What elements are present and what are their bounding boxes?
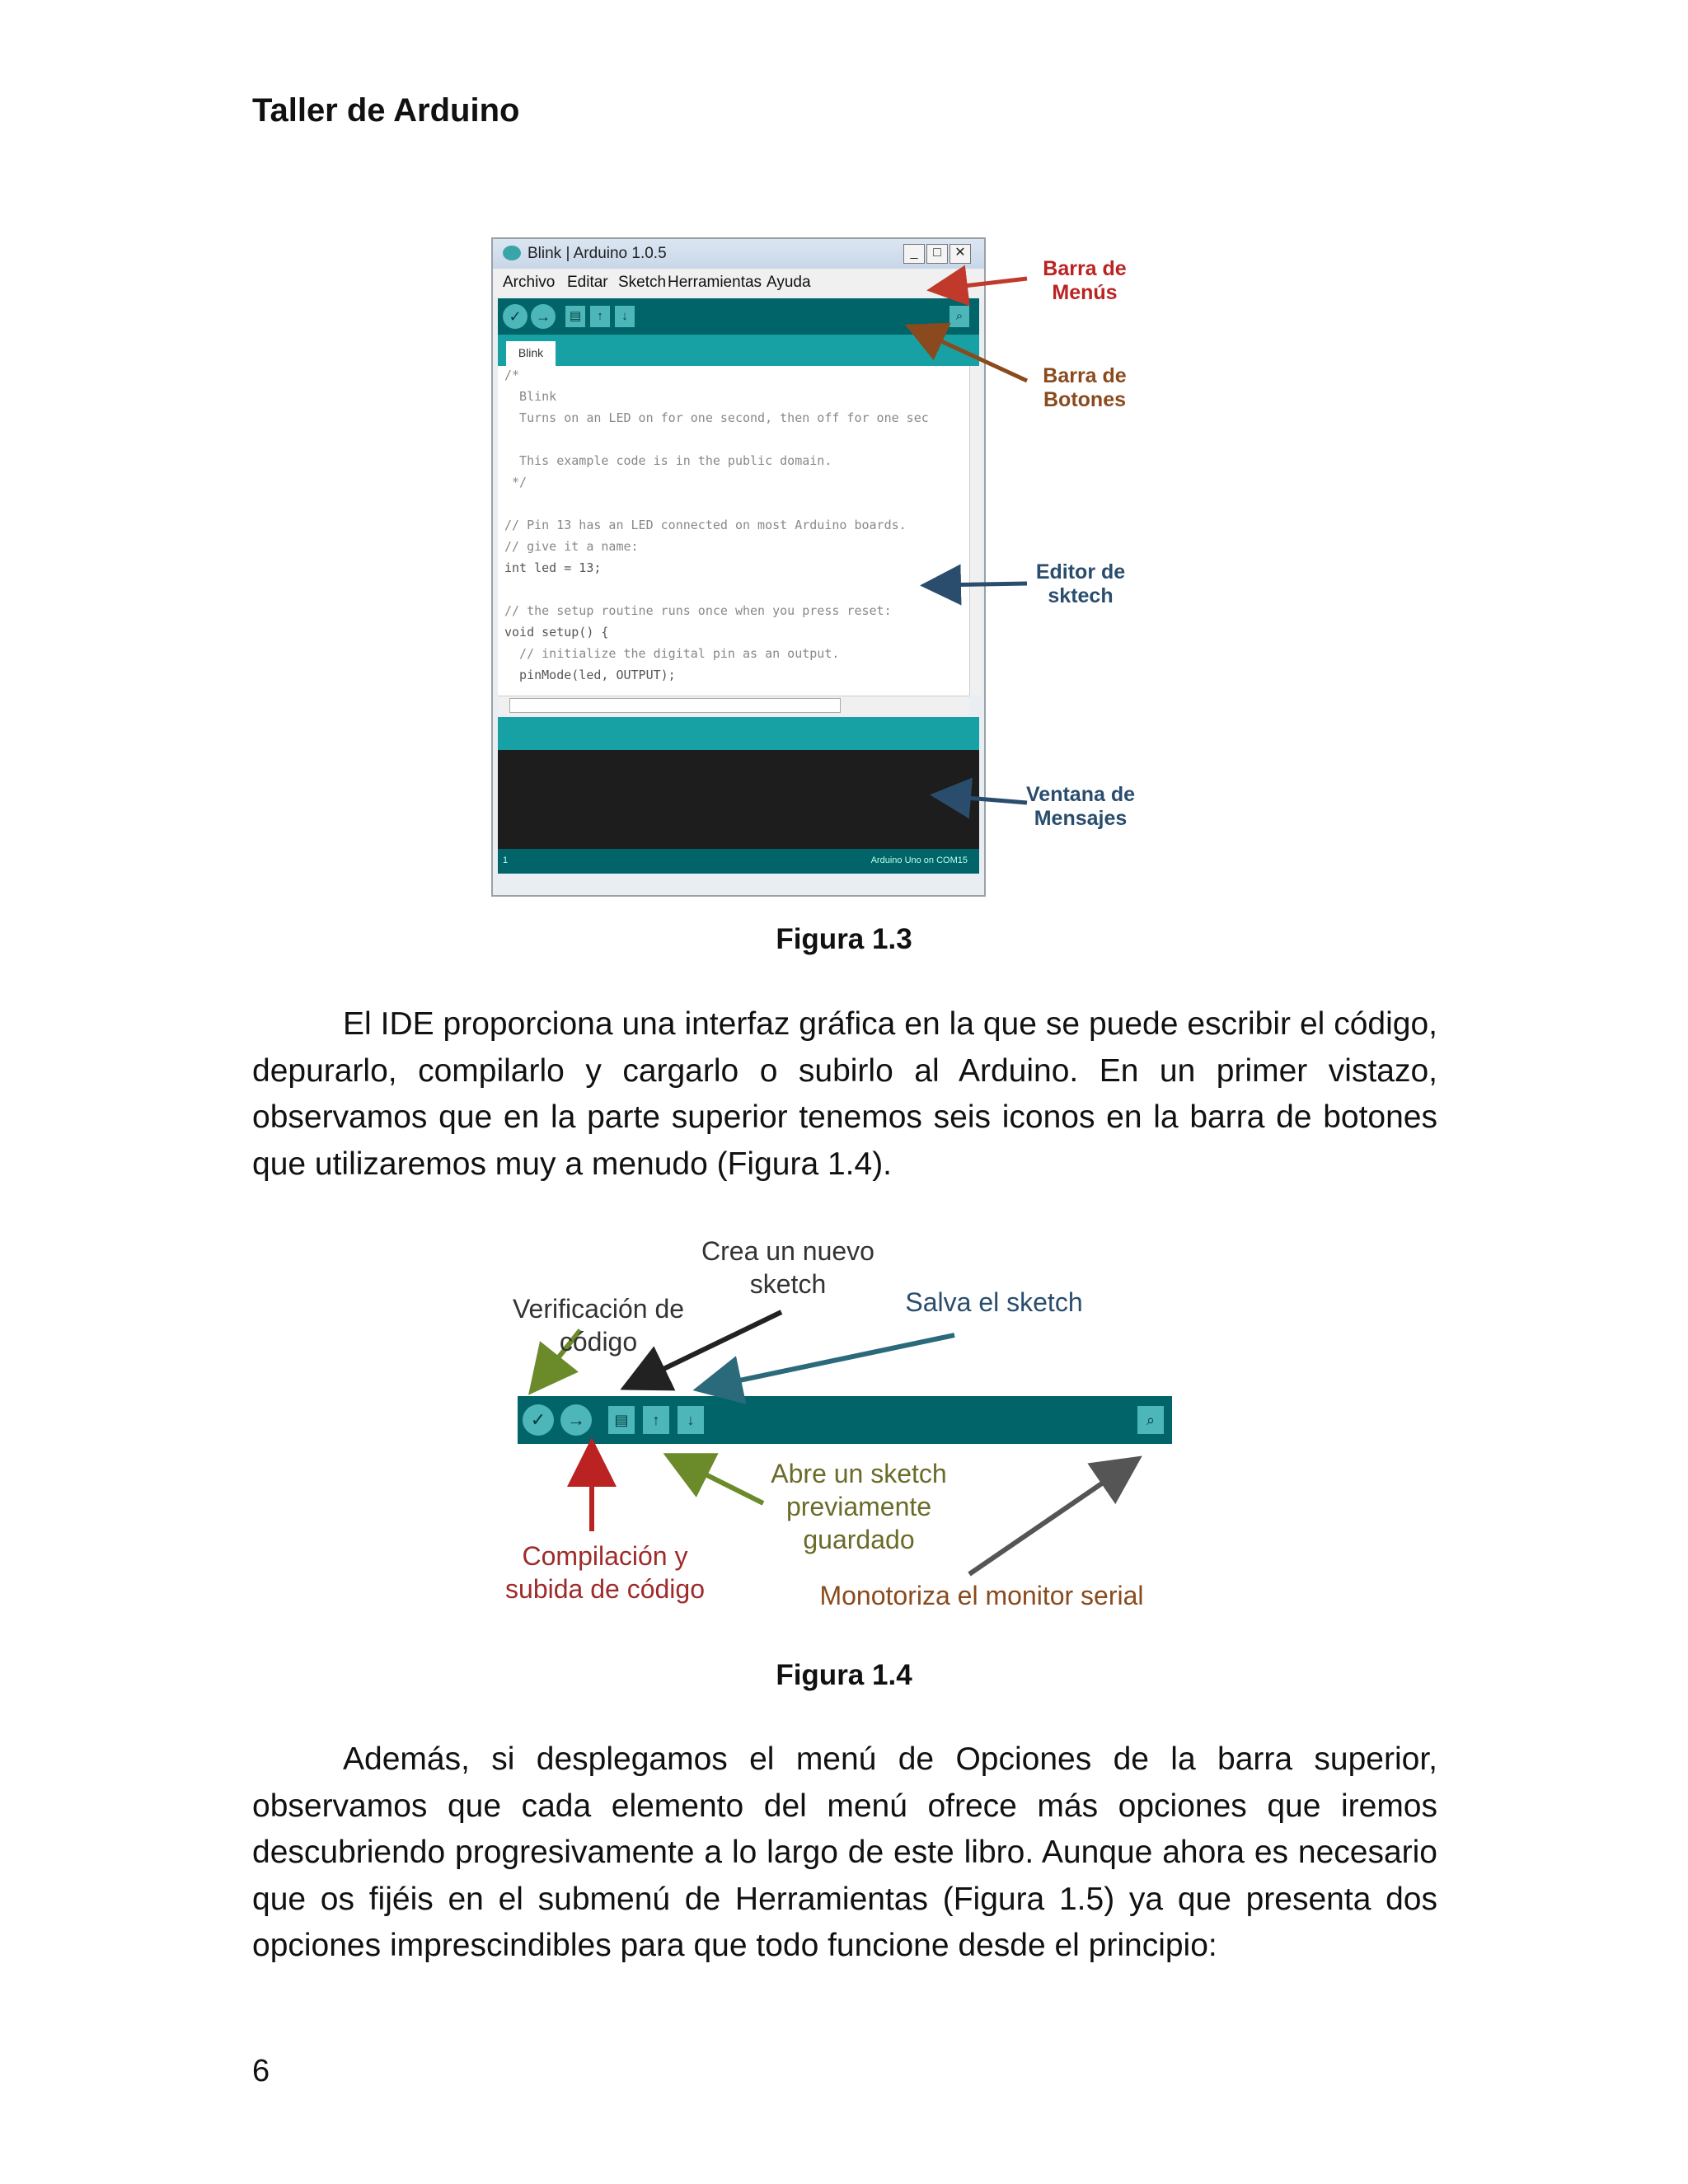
code-line: // Pin 13 has an LED connected on most Arduino boards. bbox=[504, 518, 907, 532]
figure-1-4-caption: Figura 1.4 bbox=[776, 1659, 912, 1691]
paragraph-line: opciones imprescindibles para que todo funcione desde el principio: bbox=[252, 1928, 1217, 1963]
paragraph-line: Además, si desplegamos el menú de Opciones de la barra superior, bbox=[343, 1741, 1437, 1777]
paragraph-1 bbox=[252, 1001, 1437, 1188]
serial-monitor-icon[interactable]: ⌕ bbox=[1137, 1406, 1164, 1434]
arrow-button-bar bbox=[920, 331, 1027, 381]
code-line: pinMode(led, OUTPUT); bbox=[504, 668, 676, 682]
label-verify: Verificación de código bbox=[512, 1294, 685, 1357]
code-line: /* bbox=[504, 368, 520, 382]
label-messages: Ventana de Mensajes bbox=[1026, 783, 1135, 830]
page-number: 6 bbox=[252, 2054, 270, 2088]
label-button-bar: Barra de Botones bbox=[1043, 364, 1127, 411]
paragraph-line: observamos que en la parte superior tenemos seis iconos en la barra de botones bbox=[252, 1099, 1437, 1135]
arrow-editor bbox=[936, 583, 1027, 585]
menu-ayuda[interactable]: Ayuda bbox=[767, 274, 811, 291]
label-upload: Compilación y subida de código bbox=[505, 1541, 705, 1604]
maximize-icon[interactable]: □ bbox=[926, 244, 948, 264]
code-line: int led = 13; bbox=[504, 560, 602, 575]
open-sketch-icon[interactable]: ↑ bbox=[590, 306, 610, 327]
label-editor: Editor de sktech bbox=[1035, 560, 1126, 607]
upload-icon[interactable]: → bbox=[531, 304, 556, 329]
menu-editar[interactable]: Editar bbox=[567, 274, 608, 291]
save-sketch-icon[interactable]: ↓ bbox=[615, 306, 635, 327]
code-line: This example code is in the public domain. bbox=[504, 453, 832, 468]
code-line: Turns on an LED on for one second, then off for one sec bbox=[504, 410, 929, 425]
open-sketch-icon[interactable]: ↑ bbox=[643, 1406, 669, 1434]
upload-icon[interactable]: → bbox=[560, 1404, 592, 1436]
label-monitor: Monotoriza el monitor serial bbox=[819, 1581, 1144, 1610]
new-sketch-icon[interactable]: ▤ bbox=[565, 306, 585, 327]
code-line: Blink bbox=[504, 389, 557, 404]
arrow-menu-bar bbox=[943, 279, 1027, 288]
tab-blink[interactable]: Blink bbox=[506, 341, 556, 366]
code-line: void setup() { bbox=[504, 625, 609, 640]
label-save: Salva el sketch bbox=[905, 1287, 1083, 1317]
annotation-arrows bbox=[491, 232, 1315, 892]
menu-herramientas[interactable]: Herramientas bbox=[668, 274, 762, 291]
paragraph-line: observamos que cada elemento del menú ofrece más opciones que iremos bbox=[252, 1788, 1437, 1824]
paragraph-2 bbox=[252, 1736, 1437, 1970]
arrow-open bbox=[681, 1462, 763, 1503]
running-header: Taller de Arduino bbox=[252, 92, 520, 129]
arrow-monitor bbox=[969, 1467, 1126, 1574]
code-line: */ bbox=[504, 475, 528, 490]
code-line: // initialize the digital pin as an output. bbox=[504, 646, 840, 661]
figure-1-4 bbox=[491, 1218, 1200, 1630]
label-open: Abre un sketch previamente guardado bbox=[771, 1459, 947, 1554]
paragraph-line: El IDE proporciona una interfaz gráfica en la que se puede escribir el código, bbox=[343, 1006, 1437, 1042]
figure-1-3-caption: Figura 1.3 bbox=[776, 923, 912, 955]
figure-1-3 bbox=[491, 232, 1315, 892]
new-sketch-icon[interactable]: ▤ bbox=[608, 1406, 635, 1434]
window-title: Blink | Arduino 1.0.5 bbox=[528, 245, 667, 262]
board-info: Arduino Uno on COM15 bbox=[870, 855, 968, 865]
menu-archivo[interactable]: Archivo bbox=[503, 274, 556, 291]
line-number: 1 bbox=[503, 855, 509, 865]
serial-monitor-icon[interactable]: ⌕ bbox=[950, 306, 969, 327]
label-menu-bar: Barra de Menús bbox=[1043, 257, 1127, 304]
minimize-icon[interactable]: _ bbox=[903, 244, 925, 264]
arrow-save bbox=[712, 1335, 954, 1386]
close-icon[interactable]: ✕ bbox=[950, 244, 971, 264]
verify-icon[interactable]: ✓ bbox=[523, 1404, 554, 1436]
code-line: // the setup routine runs once when you press reset: bbox=[504, 603, 892, 618]
save-sketch-icon[interactable]: ↓ bbox=[678, 1406, 704, 1434]
paragraph-line: que utilizaremos muy a menudo (Figura 1.4). bbox=[252, 1146, 893, 1182]
paragraph-line: que os fijéis en el submenú de Herramientas (Figura 1.5) ya que presenta dos bbox=[252, 1881, 1437, 1917]
paragraph-line: depurarlo, compilarlo y cargarlo o subirlo al Arduino. En un primer vistazo, bbox=[252, 1052, 1437, 1089]
menu-sketch[interactable]: Sketch bbox=[618, 274, 667, 291]
code-line: // give it a name: bbox=[504, 539, 639, 554]
label-new-sketch: Crea un nuevo sketch bbox=[701, 1236, 874, 1299]
paragraph-line: descubriendo progresivamente a lo largo de este libro. Aunque ahora es necesario bbox=[252, 1835, 1437, 1870]
verify-icon[interactable]: ✓ bbox=[503, 304, 528, 329]
